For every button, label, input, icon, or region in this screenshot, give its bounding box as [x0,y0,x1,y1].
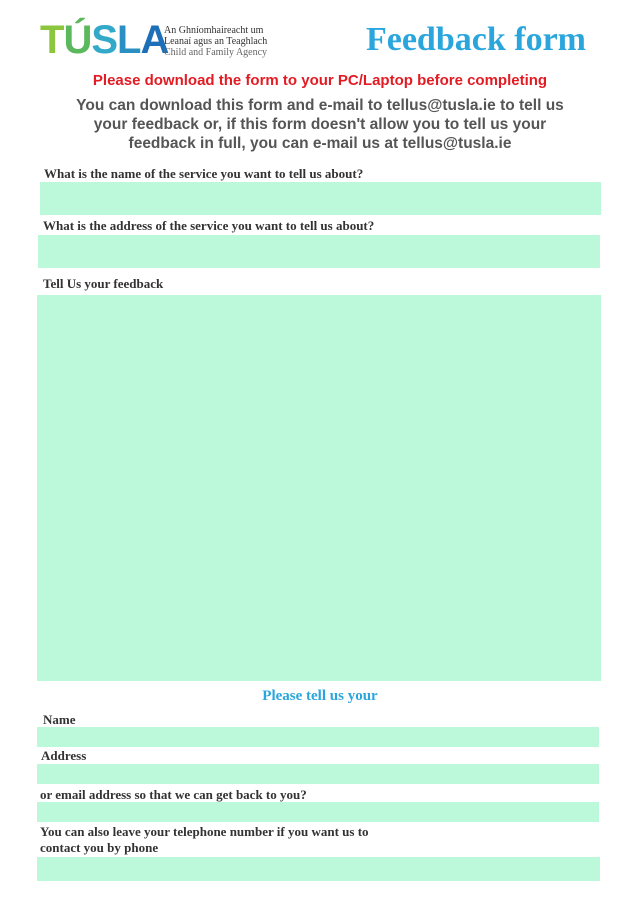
logo-letter: T [40,18,64,62]
page-title: Feedback form [365,21,586,58]
phone-label-line1: You can also leave your telephone number if you want us to [40,824,369,839]
logo-letter: S [91,18,118,62]
agency-name [164,25,267,58]
phone-label [40,824,369,856]
service-address-field[interactable] [38,235,600,268]
phone-field[interactable] [37,857,600,881]
logo-letter: Ú [63,18,92,62]
logo-letter: A [140,18,169,62]
tusla-logo [40,18,280,62]
feedback-textarea[interactable] [37,295,601,681]
phone-label-line2: contact you by phone [40,840,159,855]
tusla-wordmark [40,18,168,62]
agency-irish-line1: An Ghníomhaireacht um [164,25,264,36]
address-field[interactable] [37,764,599,784]
intro-text: You can download this form and e-mail to tellus@tusla.ie to tell us your feedback or, if this form doesn't allow you to tell us your feedback in full, you can e-mail us at tellus@tusla.ie [76,97,564,152]
address-label: Address [41,748,87,763]
email-field[interactable] [37,802,599,822]
agency-english: Child and Family Agency [164,47,268,58]
logo-letter: L [117,18,141,62]
name-field[interactable] [37,727,599,747]
feedback-label: Tell Us your feedback [43,276,164,291]
service-address-label: What is the address of the service you want to tell us about? [43,218,375,233]
name-label: Name [43,712,76,727]
agency-irish-line2: Leanaí agus an Teaghlach [164,36,268,47]
download-notice: Please download the form to your PC/Laptop before completing [92,72,548,89]
service-name-field[interactable] [40,182,601,215]
email-label: or email address so that we can get back to you? [40,787,307,802]
service-name-label: What is the name of the service you want to tell us about? [44,166,364,181]
contact-heading: Please tell us your [262,688,378,704]
